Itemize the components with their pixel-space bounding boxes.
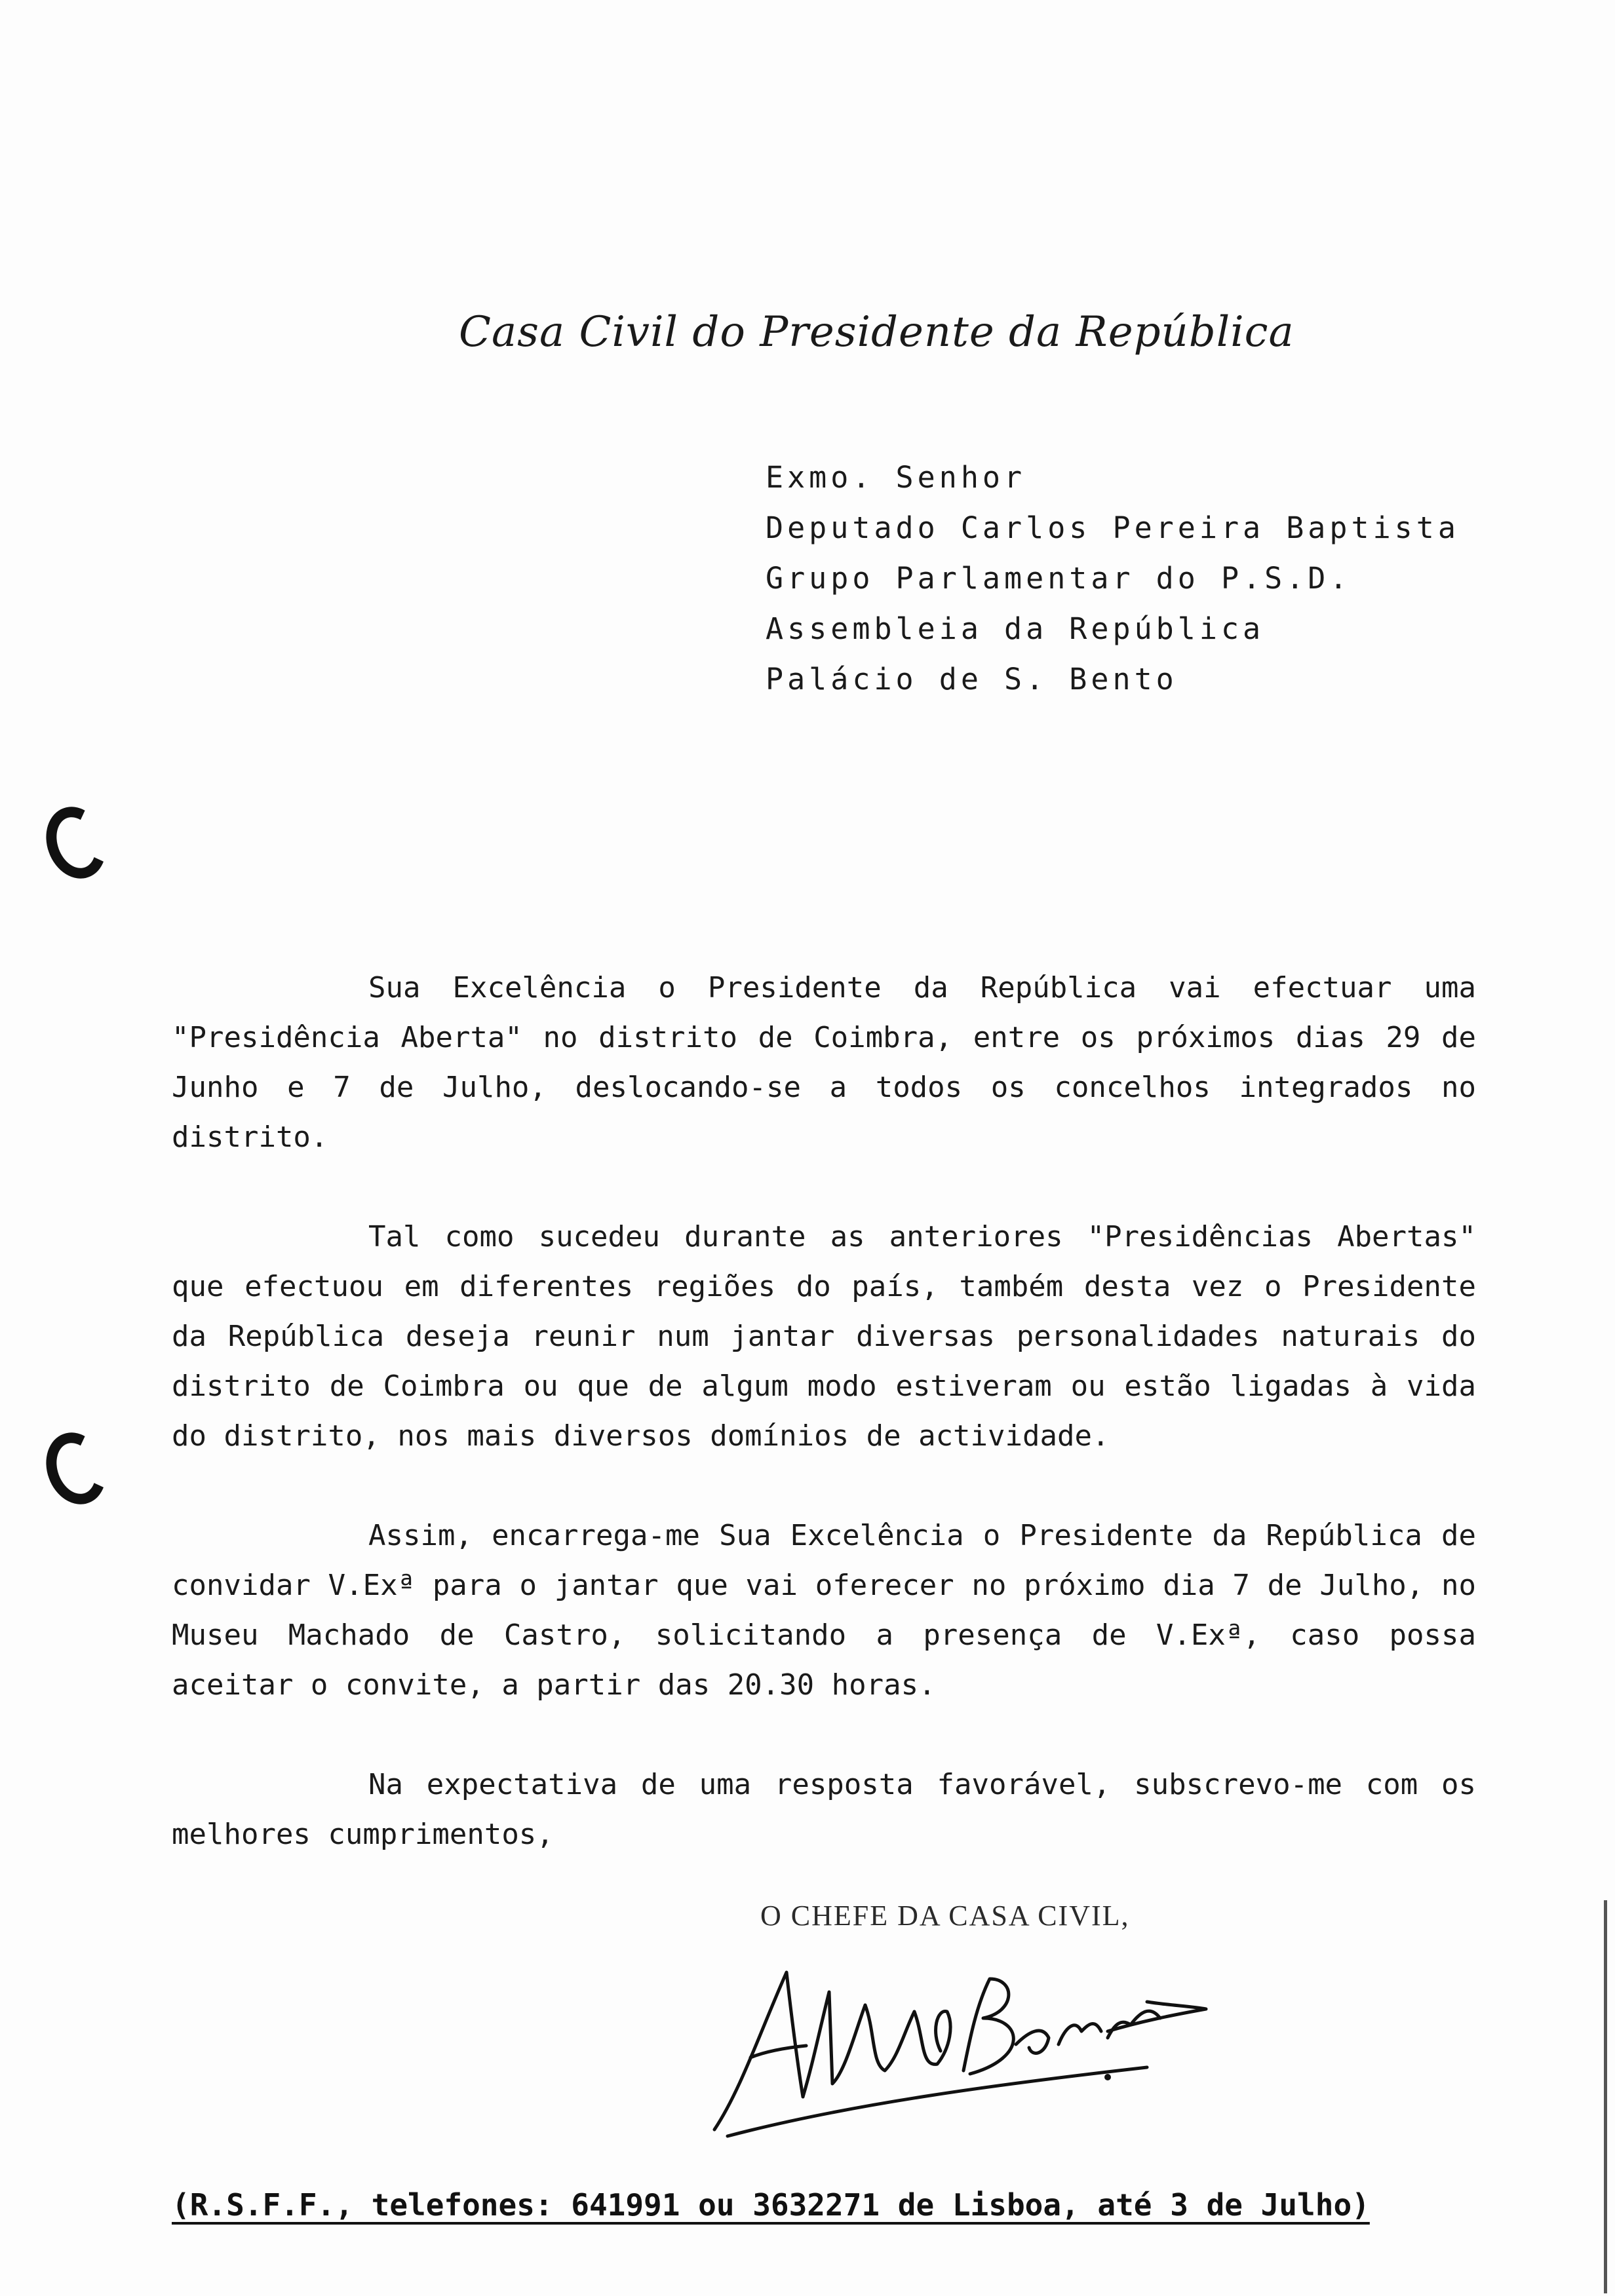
body-paragraph: Tal como sucedeu durante as anteriores "Presidências Abertas" que efectuou em diferentes regiões do país, também desta vez o Presidente da República deseja reunir num jantar diversas personalidades naturais do distrito de Coimbra ou que de algum modo estiveram ou estão ligadas à vida do distrito, nos mais diversos domínios de actividade. (172, 1220, 1476, 1453)
body-paragraph: Na expectativa de uma resposta favorável, subscrevo-me com os melhores cumprimentos, (172, 1768, 1476, 1851)
letter-body (172, 963, 1476, 1909)
punch-hole-mark (37, 1424, 116, 1512)
handwritten-signature (688, 1933, 1213, 2149)
letterhead: Casa Civil do Presidente da República (459, 308, 1294, 356)
recipient-line: Assembleia da República (766, 611, 1265, 646)
footer-note: (R.S.F.F., telefones: 641991 ou 3632271 de Lisboa, até 3 de Julho) (172, 2187, 1370, 2223)
recipient-line: Grupo Parlamentar do P.S.D. (766, 561, 1352, 596)
punch-hole-mark (37, 798, 116, 887)
page-edge-shadow (1604, 1900, 1607, 2293)
body-paragraph: Assim, encarrega-me Sua Excelência o Presidente da República de convidar V.Exª para o jantar que vai oferecer no próximo dia 7 de Julho, no Museu Machado de Castro, solicitando a presença de V.Exª, caso possa aceitar o convite, a partir das 20.30 horas. (172, 1519, 1476, 1702)
recipient-line: Exmo. Senhor (766, 460, 1026, 495)
recipient-address (766, 452, 1460, 704)
body-paragraph: Sua Excelência o Presidente da República vai efectuar uma "Presidência Aberta" no distrito de Coimbra, entre os próximos dias 29 de Junho e 7 de Julho, deslocando-se a todos os concelhos integrados no distrito. (172, 971, 1476, 1154)
recipient-line: Deputado Carlos Pereira Baptista (766, 510, 1460, 545)
signatory-title: O CHEFE DA CASA CIVIL, (760, 1900, 1130, 1932)
recipient-line: Palácio de S. Bento (766, 662, 1178, 697)
